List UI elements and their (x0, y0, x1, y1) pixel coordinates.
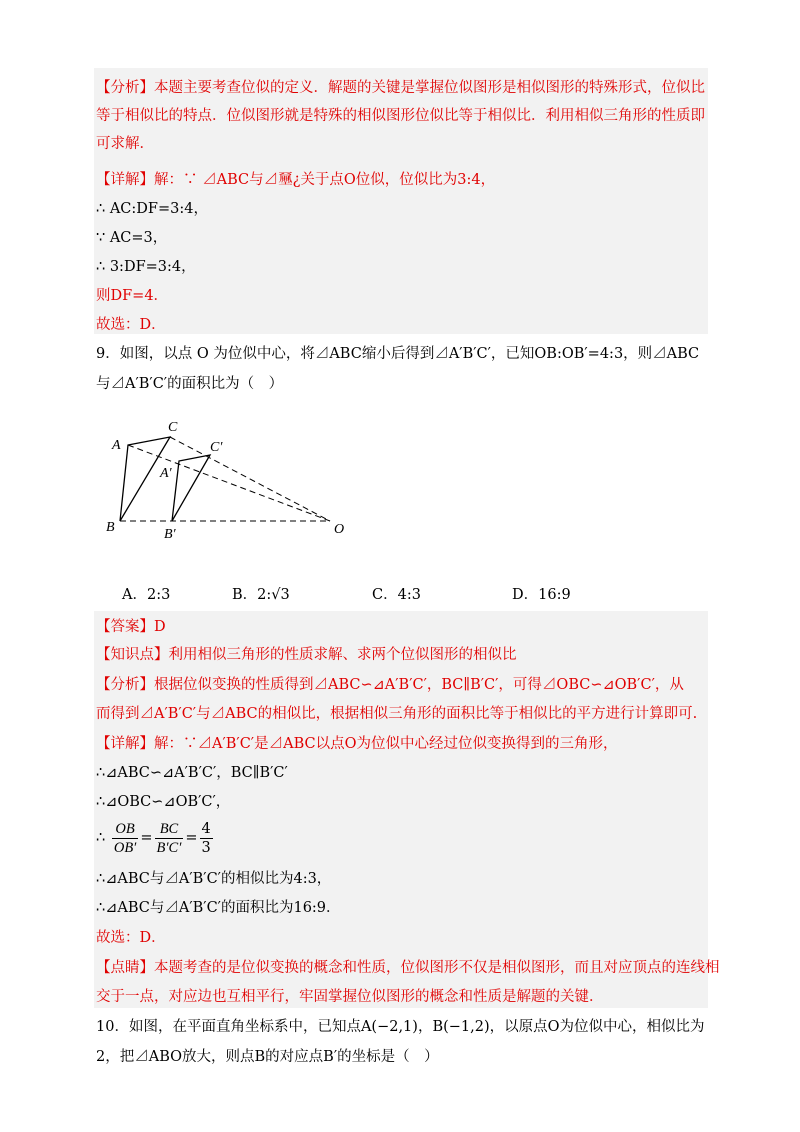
fraction-bc: $\frac{BC}{B'C'}$ (156, 820, 182, 856)
step-line: 则DF=4． (96, 288, 169, 304)
ray-c (170, 437, 330, 521)
question-10-text: 2，把⊿ABO放大，则点B的对应点B′的坐标是（ ） (96, 1049, 439, 1065)
fraction-equation: ∴ $\frac{OB}{OB'}$ = $\frac{BC}{B'C'}$ = $\frac{4}{3}$ (96, 820, 211, 856)
question-10-text: 10．如图，在平面直角坐标系中，已知点A(−2,1)，B(−1,2)，以原点O为位似中心，相似比为 (96, 1019, 705, 1035)
analysis-line: 【分析】根据位似变换的性质得到⊿ABC∽⊿A′B′C′，BC∥B′C′，可得⊿OBC∽⊿OB′C′，从 (96, 677, 684, 693)
step-line: ∴⊿OBC∽⊿OB′C′， (96, 794, 231, 810)
fraction-4-3: $\frac{4}{3}$ (201, 820, 211, 856)
answer-line: 故选：D． (96, 317, 166, 333)
label-a-prime: A′ (160, 466, 172, 481)
choice-c[interactable]: C．4:3 (372, 587, 421, 603)
choice-a[interactable]: A．2:3 (122, 587, 171, 603)
question-9-text: 与⊿A′B′C′的面积比为（ ） (96, 376, 284, 392)
pick-line: 故选：D． (96, 930, 166, 946)
choice-d[interactable]: D．16:9 (512, 587, 571, 603)
step-line: ∴⊿ABC与⊿A′B′C′的相似比为4:3， (96, 871, 332, 887)
homothety-figure (100, 415, 360, 545)
label-c-prime: C′ (210, 440, 223, 455)
detail-line: 【详解】解：∵⊿A′B′C′是⊿ABC以点O为位似中心经过位似变换得到的三角形， (96, 736, 618, 752)
label-o: O (334, 522, 345, 537)
label-a: A (112, 438, 121, 453)
label-c: C (168, 420, 178, 435)
detail-line: 【详解】解：∵ ⊿ABC与⊿𡔈¿关于点O位似，位似比为3:4， (96, 172, 496, 188)
label-b-prime: B′ (164, 527, 176, 542)
triangle-abc-prime (172, 455, 210, 521)
fraction-ob: $\frac{OB}{OB'}$ (113, 820, 137, 856)
therefore-sign: ∴ (96, 830, 106, 846)
question-9-text: 9．如图，以点 O 为位似中心，将⊿ABC缩小后得到⊿A′B′C′，已知OB:OB′=4:3，则⊿ABC (96, 346, 700, 362)
comment-line: 【点睛】本题考查的是位似变换的概念和性质，位似图形不仅是相似图形，而且对应顶点的连线相 (96, 960, 720, 976)
step-line: ∴ AC:DF=3:4， (96, 201, 208, 217)
analysis-line: 而得到⊿A′B′C′与⊿ABC的相似比，根据相似三角形的面积比等于相似比的平方进行计算即可. (96, 706, 698, 722)
choice-b[interactable]: B．2:√3 (232, 587, 290, 603)
step-line: ∴ 3:DF=3:4， (96, 259, 196, 275)
answer-label: 【答案】D (96, 619, 166, 635)
step-line: ∵ AC=3， (96, 230, 168, 246)
step-line: ∴⊿ABC与⊿A′B′C′的面积比为16:9． (96, 900, 341, 916)
step-line: ∴⊿ABC∽⊿A′B′C′，BC∥B′C′ (96, 765, 288, 781)
knowledge-point: 【知识点】利用相似三角形的性质求解、求两个位似图形的相似比 (96, 647, 517, 663)
label-b: B (106, 520, 115, 535)
analysis-text: 【分析】本题主要考查位似的定义．解题的关键是掌握位似图形是相似图形的特殊形式，位似比等于相似比的特点．位似图形就是特殊的相似图形位似比等于相似比．利用相似三角形的性质即可求解． (96, 80, 705, 152)
comment-line: 交于一点，对应边也互相平行，牢固掌握位似图形的概念和性质是解题的关键． (96, 989, 604, 1005)
